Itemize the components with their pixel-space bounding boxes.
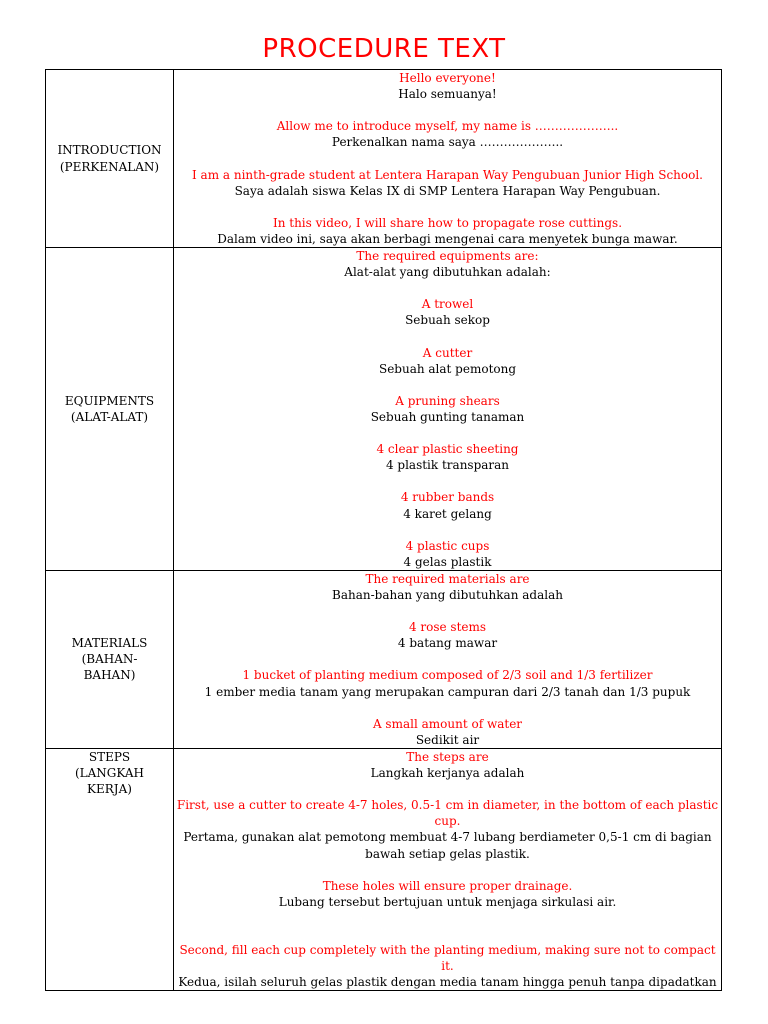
indonesian-line: 4 gelas plastik	[403, 554, 492, 569]
indonesian-line: 4 plastik transparan	[385, 458, 510, 473]
indonesian-line: Bahan-bahan yang dibutuhkan adalah	[332, 588, 563, 602]
section-label-materials	[46, 570, 174, 748]
section-content-steps	[174, 748, 722, 990]
indonesian-line: Lubang tersebut bertujuan untuk menjaga sirkulasi air.	[278, 894, 617, 909]
english-line: 4 plastic cups	[405, 538, 490, 553]
section-label-line: MATERIALS	[71, 636, 148, 651]
section-label-introduction	[46, 70, 174, 248]
english-line: I am a ninth-grade student at Lentera Harapan Way Pengubuan Junior High School.	[191, 167, 703, 182]
table-row-materials	[46, 570, 722, 748]
english-line: A trowel	[421, 297, 474, 312]
indonesian-line: Sedikit air	[415, 732, 480, 747]
section-content-introduction	[174, 70, 722, 248]
section-label-equipments	[46, 248, 174, 571]
english-line: The required materials are	[365, 571, 530, 586]
section-label-line: STEPS	[88, 749, 131, 764]
table-row-equipments	[46, 248, 722, 571]
indonesian-line: Kedua, isilah seluruh gelas plastik dengan media tanam hingga penuh tanpa dipadatkan	[178, 975, 717, 990]
indonesian-line: 4 batang mawar	[397, 636, 498, 651]
english-line: A small amount of water	[372, 716, 523, 731]
section-label-text	[46, 635, 173, 683]
section-label-line: (PERKENALAN)	[59, 159, 160, 174]
section-content-materials	[174, 570, 722, 748]
table-row-steps	[46, 748, 722, 990]
indonesian-line: Sebuah sekop	[405, 313, 490, 328]
section-label-steps	[46, 748, 174, 990]
english-line: Second, fill each cup completely with the planting medium, making sure not to compact it.	[179, 943, 716, 974]
indonesian-line: Dalam video ini, saya akan berbagi mengenai cara menyetek bunga mawar.	[217, 231, 678, 246]
english-line: Allow me to introduce myself, my name is ………………...	[276, 119, 619, 134]
indonesian-line: Sebuah gunting tanaman	[370, 409, 525, 424]
english-line: Hello everyone!	[399, 71, 496, 85]
table-row-introduction	[46, 70, 722, 248]
english-line: 4 rubber bands	[400, 490, 495, 505]
section-label-line: BAHAN)	[83, 668, 136, 683]
section-label-line: (LANGKAH	[74, 766, 144, 781]
section-label-line: EQUIPMENTS	[64, 393, 155, 408]
english-line: First, use a cutter to create 4-7 holes, 0.5-1 cm in diameter, in the bottom of each plastic cup.	[176, 798, 719, 829]
section-label-text	[46, 749, 173, 797]
procedure-table	[45, 69, 722, 991]
section-label-line: (BAHAN-	[81, 652, 138, 667]
english-line: 1 bucket of planting medium composed of 2/3 soil and 1/3 fertilizer	[242, 668, 653, 683]
english-line: A cutter	[422, 345, 473, 360]
english-line: A pruning shears	[395, 393, 500, 408]
section-label-text	[46, 393, 173, 425]
section-label-line: INTRODUCTION	[57, 143, 162, 158]
english-line: The required equipments are:	[356, 249, 539, 264]
section-label-line: (ALAT-ALAT)	[70, 409, 149, 424]
indonesian-line: Sebuah alat pemotong	[378, 361, 517, 376]
indonesian-line: Saya adalah siswa Kelas IX di SMP Lentera Harapan Way Pengubuan.	[234, 183, 661, 198]
english-line: In this video, I will share how to propagate rose cuttings.	[272, 215, 623, 230]
english-line: The steps are	[406, 749, 489, 764]
english-line: 4 rose stems	[408, 620, 487, 635]
english-line: 4 clear plastic sheeting	[376, 442, 519, 457]
indonesian-line: Alat-alat yang dibutuhkan adalah:	[344, 265, 551, 280]
section-content-equipments	[174, 248, 722, 571]
indonesian-line: 1 ember media tanam yang merupakan campuran dari 2/3 tanah dan 1/3 pupuk	[204, 684, 691, 699]
indonesian-line: 4 karet gelang	[403, 506, 492, 521]
indonesian-line: Perkenalkan nama saya ………………...	[331, 135, 564, 150]
indonesian-line: Pertama, gunakan alat pemotong membuat 4-7 lubang berdiameter 0,5-1 cm di bagian bawah setiap gelas plastik.	[183, 830, 712, 861]
indonesian-line: Halo semuanya!	[398, 87, 497, 102]
english-line: These holes will ensure proper drainage.	[322, 878, 573, 893]
section-label-text	[46, 142, 173, 174]
indonesian-line: Langkah kerjanya adalah	[370, 766, 525, 781]
page-title: PROCEDURE TEXT	[262, 34, 506, 64]
section-label-line: KERJA)	[87, 782, 132, 797]
